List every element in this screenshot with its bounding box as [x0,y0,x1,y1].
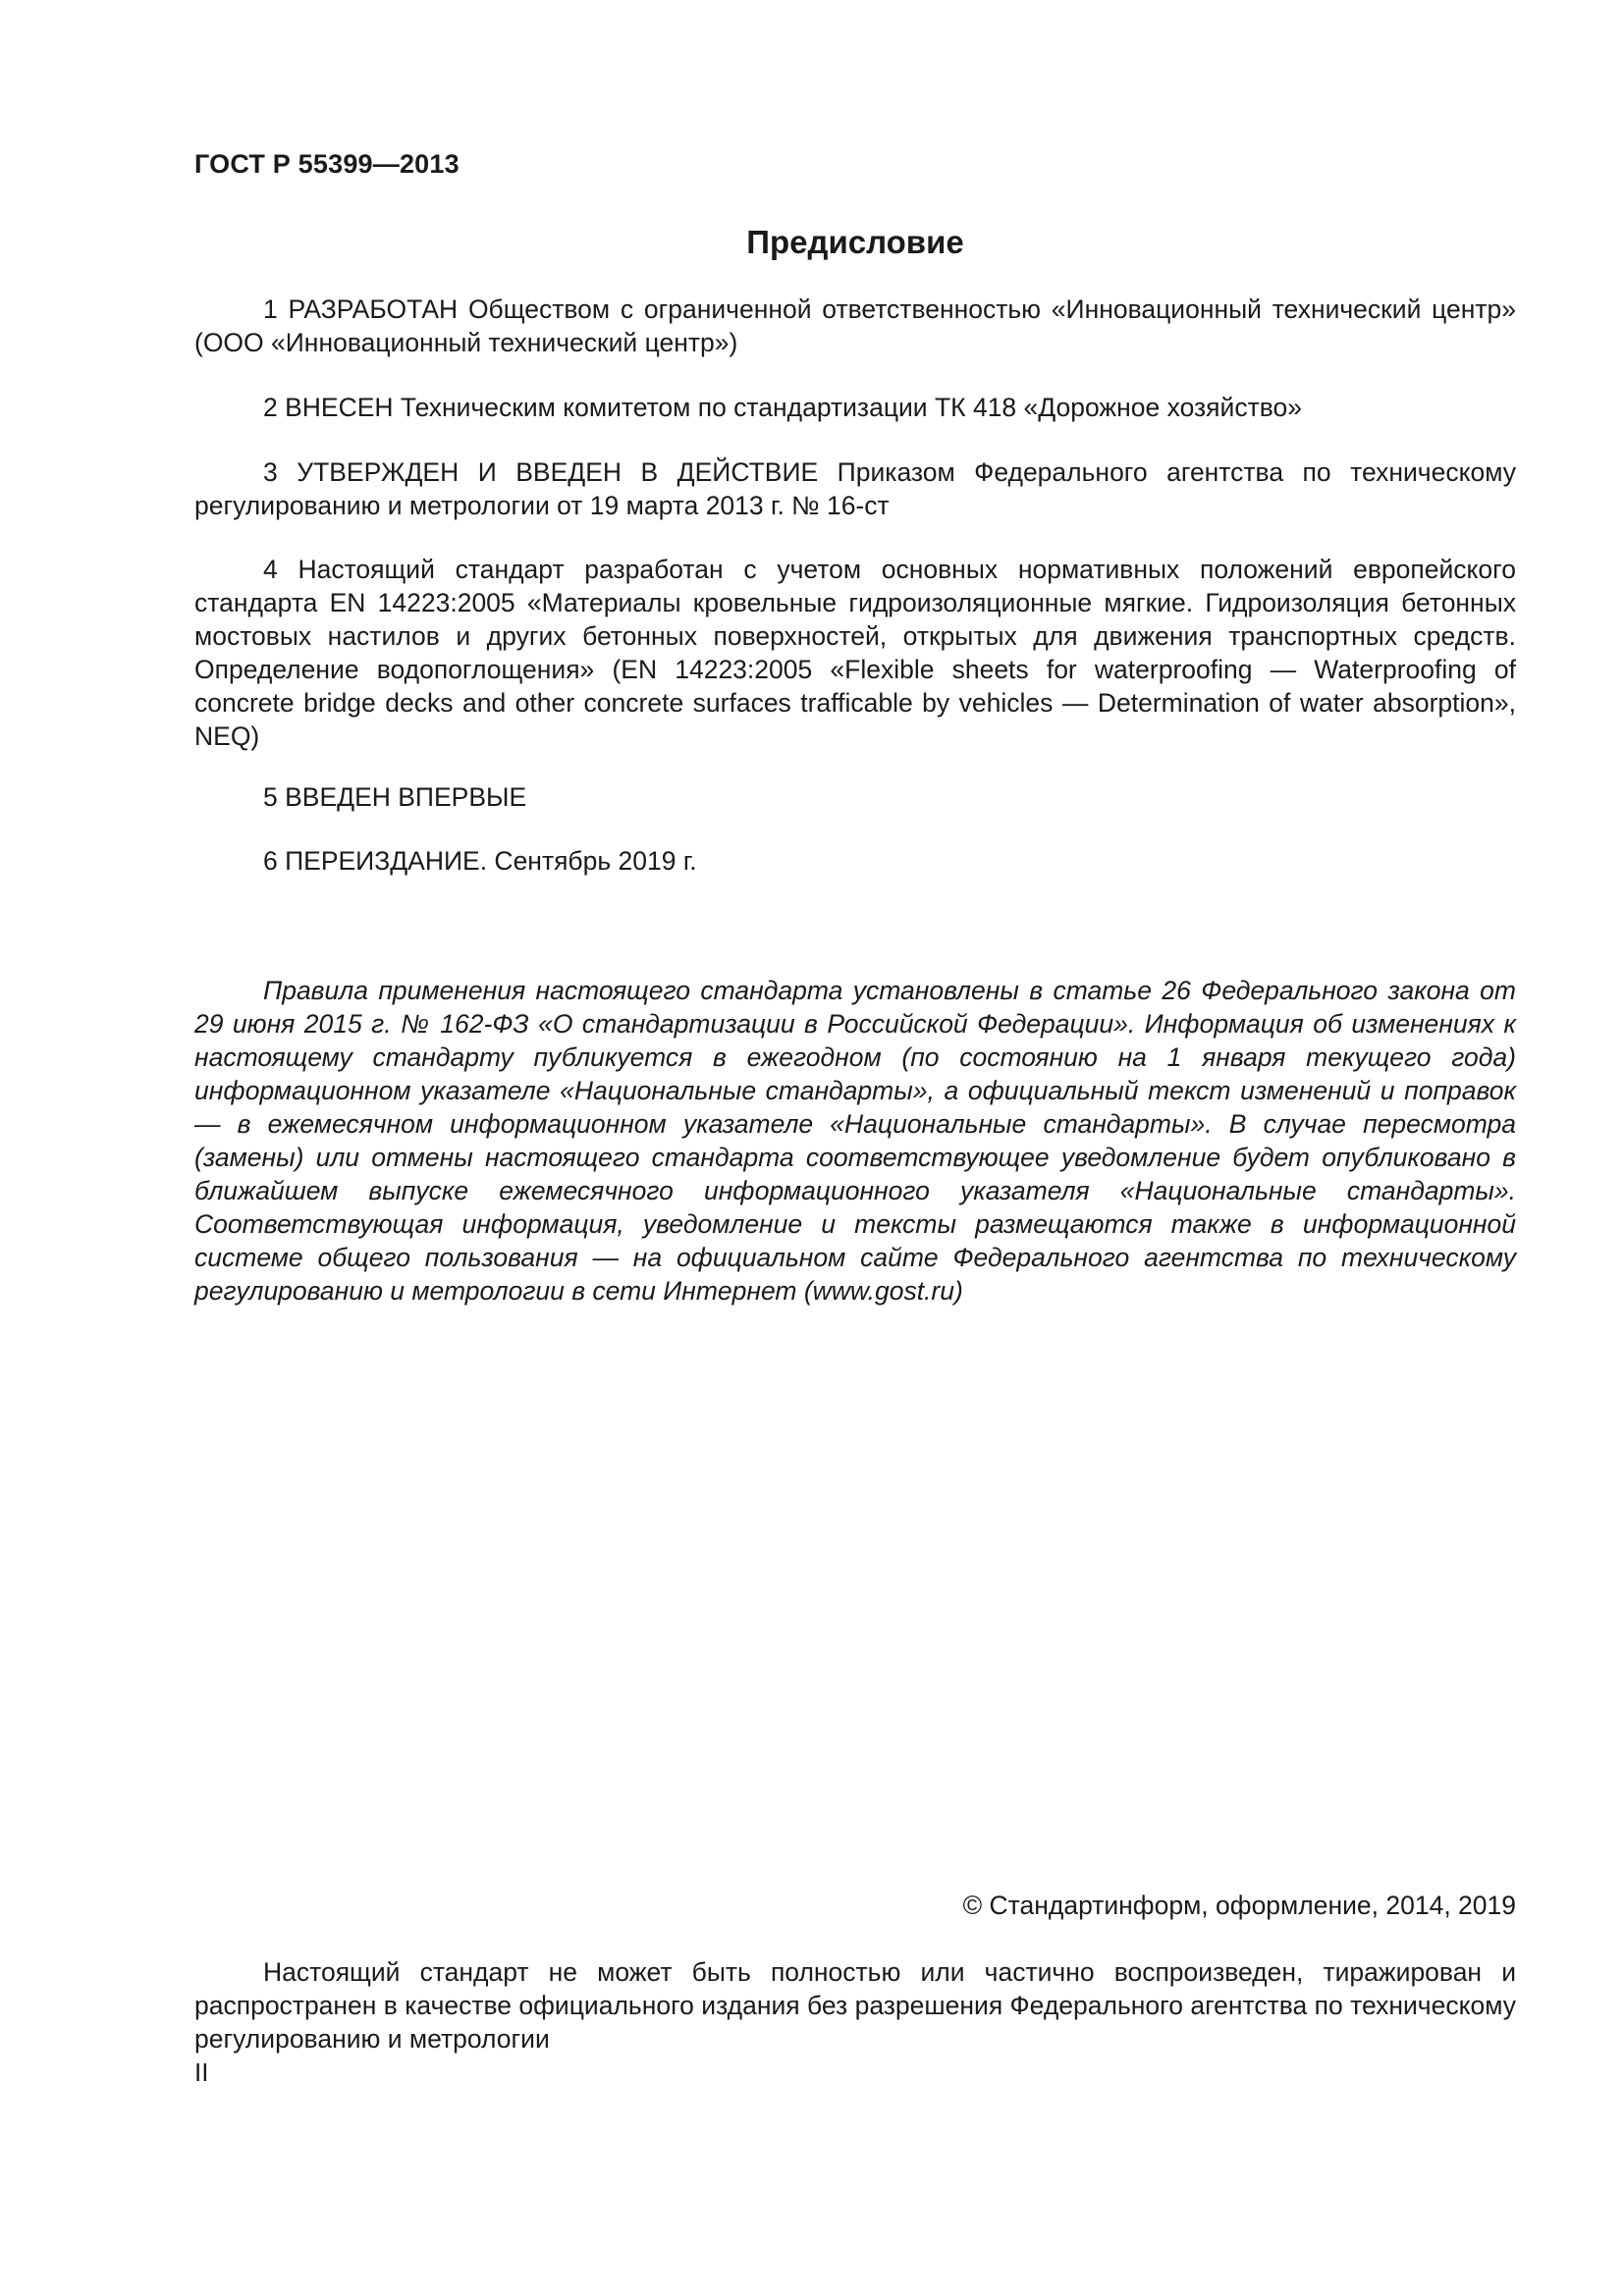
preface-item-2: 2 ВНЕСЕН Техническим комитетом по стандартизации ТК 418 «Дорожное хозяйство» [263,393,1302,422]
reprint-restriction-note: Настоящий стандарт не может быть полностью или частично воспроизведен, тиражирован и распространен в качестве официального издания без разрешения Федерального агентства по техническому регулированию и метрологии [194,1957,1516,2054]
preface-item-5: 5 ВВЕДЕН ВПЕРВЫЕ [263,782,527,812]
preface-item-3: 3 УТВЕРЖДЕН И ВВЕДЕН В ДЕЙСТВИЕ Приказом Федерального агентства по техническому регулированию и метрологии от 19 марта 2013 г. № 16-ст [194,457,1516,520]
page-number: II [194,2057,209,2087]
document-code: ГОСТ Р 55399—2013 [194,149,460,179]
preface-item-1: 1 РАЗРАБОТАН Обществом с ограниченной ответственностью «Инновационный технический центр» (ООО «Инновационный технический центр») [194,294,1516,357]
preface-item-4: 4 Настоящий стандарт разработан с учетом основных нормативных положений европейского стандарта EN 14223:2005 «Материалы кровельные гидроизоляционные мягкие. Гидроизоляция бетонных мостовых настилов и других бетонных поверхностей, открытых для движения транспортных средств. Определение водопоглощения» (EN 14223:2005 «Flexible sheets for waterproofing — Waterproofing of concrete bridge decks and other concrete surfaces trafficable by vehicles — Determination of water absorption», NEQ) [194,555,1516,751]
preface-item-6: 6 ПЕРЕИЗДАНИЕ. Сентябрь 2019 г. [263,846,697,876]
copyright-line: © Стандартинформ, оформление, 2014, 2019 [962,1891,1516,1920]
section-title: Предисловие [746,224,964,260]
application-rules-note: Правила применения настоящего стандарта установлены в статье 26 Федерального закона от 29 июня 2015 г. № 162-ФЗ «О стандартизации в Российской Федерации». Информация об изменениях к настоящему стандарту публикуется в ежегодном (по состоянию на 1 января текущего года) информационном указателе «Национальные стандарты», а официальный текст изменений и поправок — в ежемесячном информационном указателе «Национальные стандарты». В случае пересмотра (замены) или отмены настоящего стандарта соответствующее уведомление будет опубликовано в ближайшем выпуске ежемесячного информационного указателя «Национальные стандарты». Соответствующая информация, уведомление и тексты размещаются также в информационной системе общего пользования — на официальном сайте Федерального агентства по техническому регулированию и метрологии в сети Интернет (www.gost.ru) [194,976,1516,1306]
